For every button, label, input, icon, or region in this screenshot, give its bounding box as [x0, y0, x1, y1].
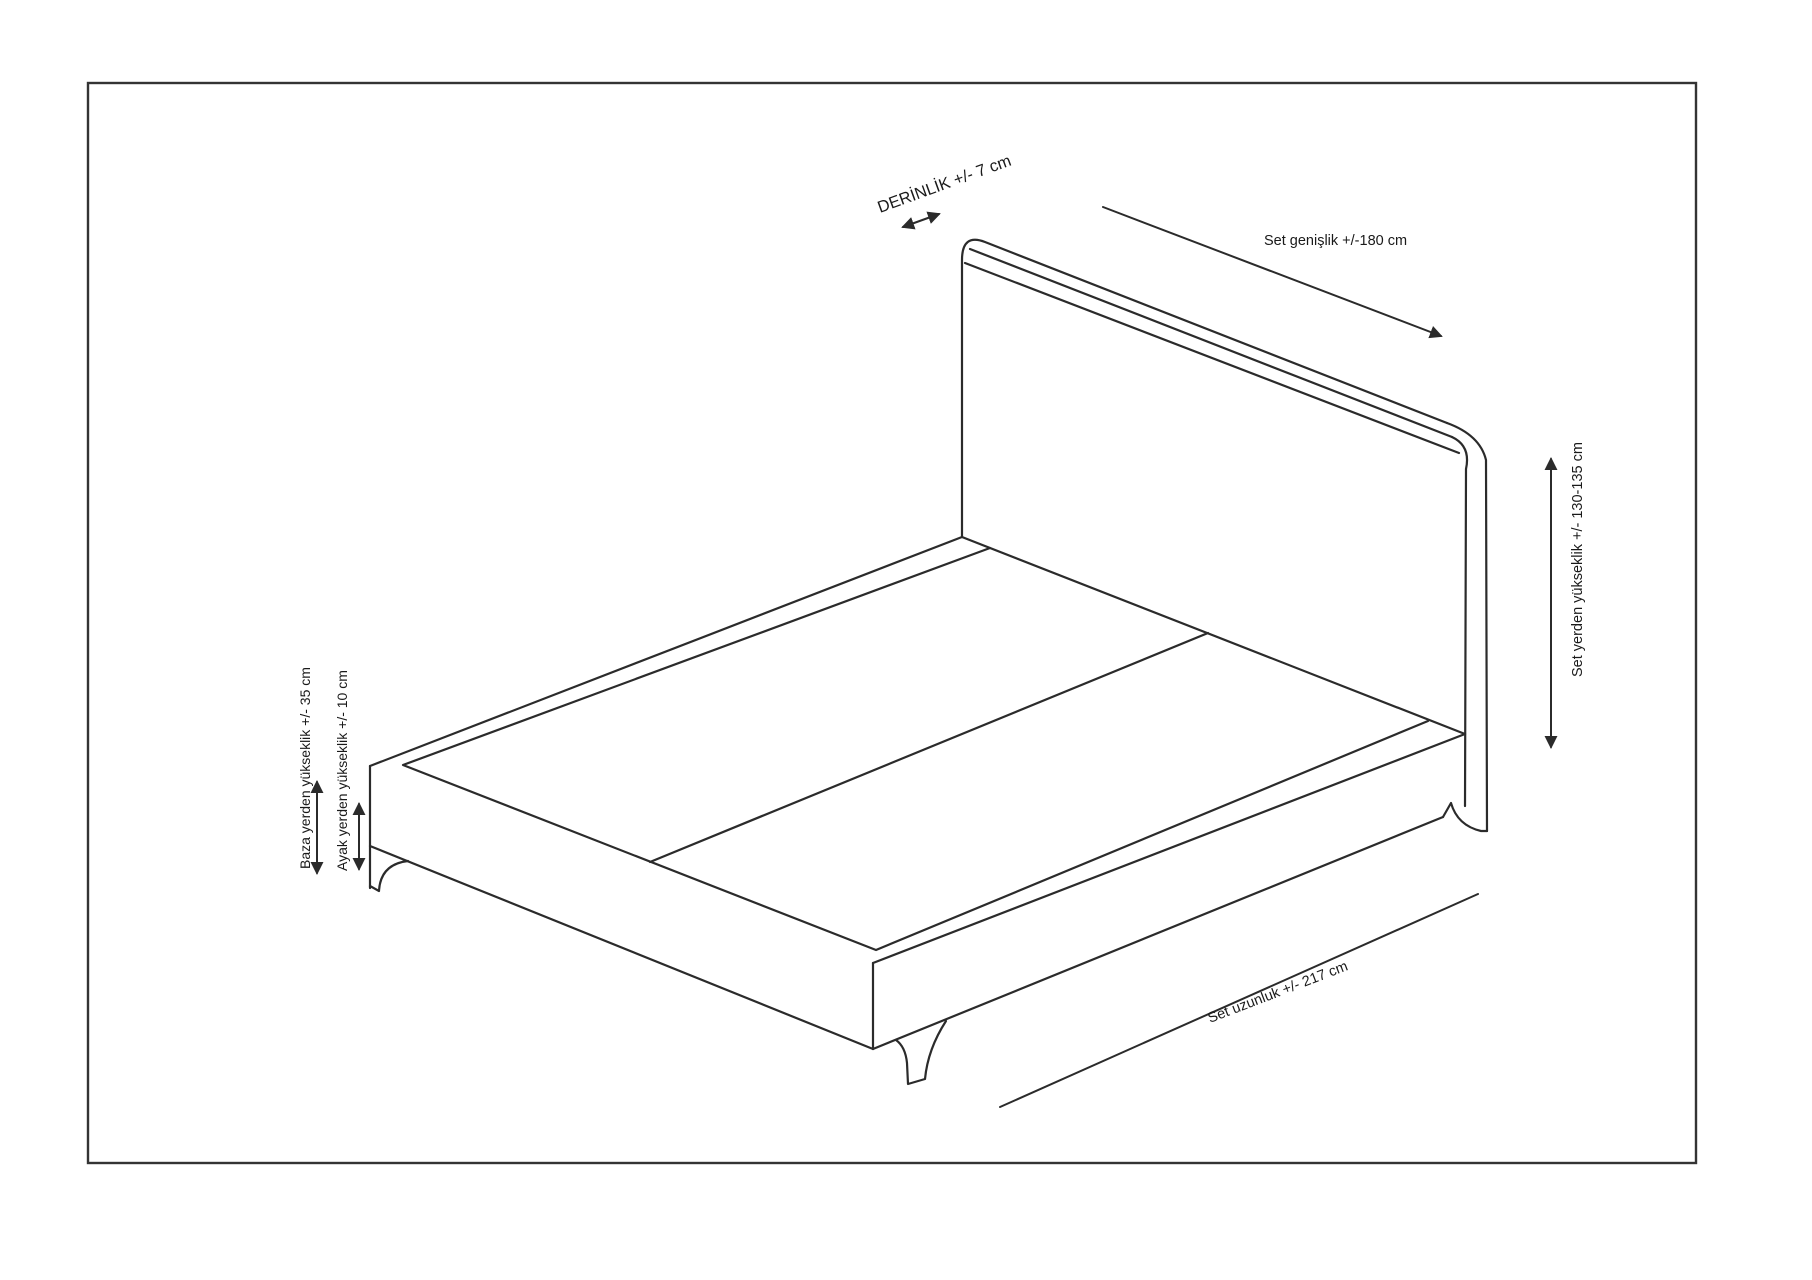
bed-line-drawing [370, 240, 1487, 1084]
front-left-leg [370, 861, 408, 891]
set-length-label: Set uzunluk +/- 217 cm [1205, 958, 1351, 1027]
rear-right-leg [1443, 803, 1487, 831]
leg-height-label: Ayak yerden yükseklik +/- 10 cm [334, 670, 350, 871]
base-rails-outline [370, 734, 1465, 1049]
base-height-label: Baza yerden yükseklik +/- 35 cm [297, 667, 313, 869]
base-platform-outline [370, 537, 1465, 950]
headboard-outline [962, 240, 1487, 831]
drawing-border [88, 83, 1696, 1163]
dimension-lines [317, 207, 1551, 1107]
depth-dimension-arrow [903, 214, 939, 227]
width-dimension-line [1103, 207, 1441, 336]
set-height-label: Set yerden yükseklik +/- 130-135 cm [1570, 442, 1586, 677]
depth-label: DERİNLİK +/- 7 cm [875, 151, 1014, 217]
set-width-label: Set genişlik +/-180 cm [1264, 233, 1408, 249]
bed-legs [370, 803, 1487, 1084]
mattress-seam-line [650, 633, 1208, 862]
